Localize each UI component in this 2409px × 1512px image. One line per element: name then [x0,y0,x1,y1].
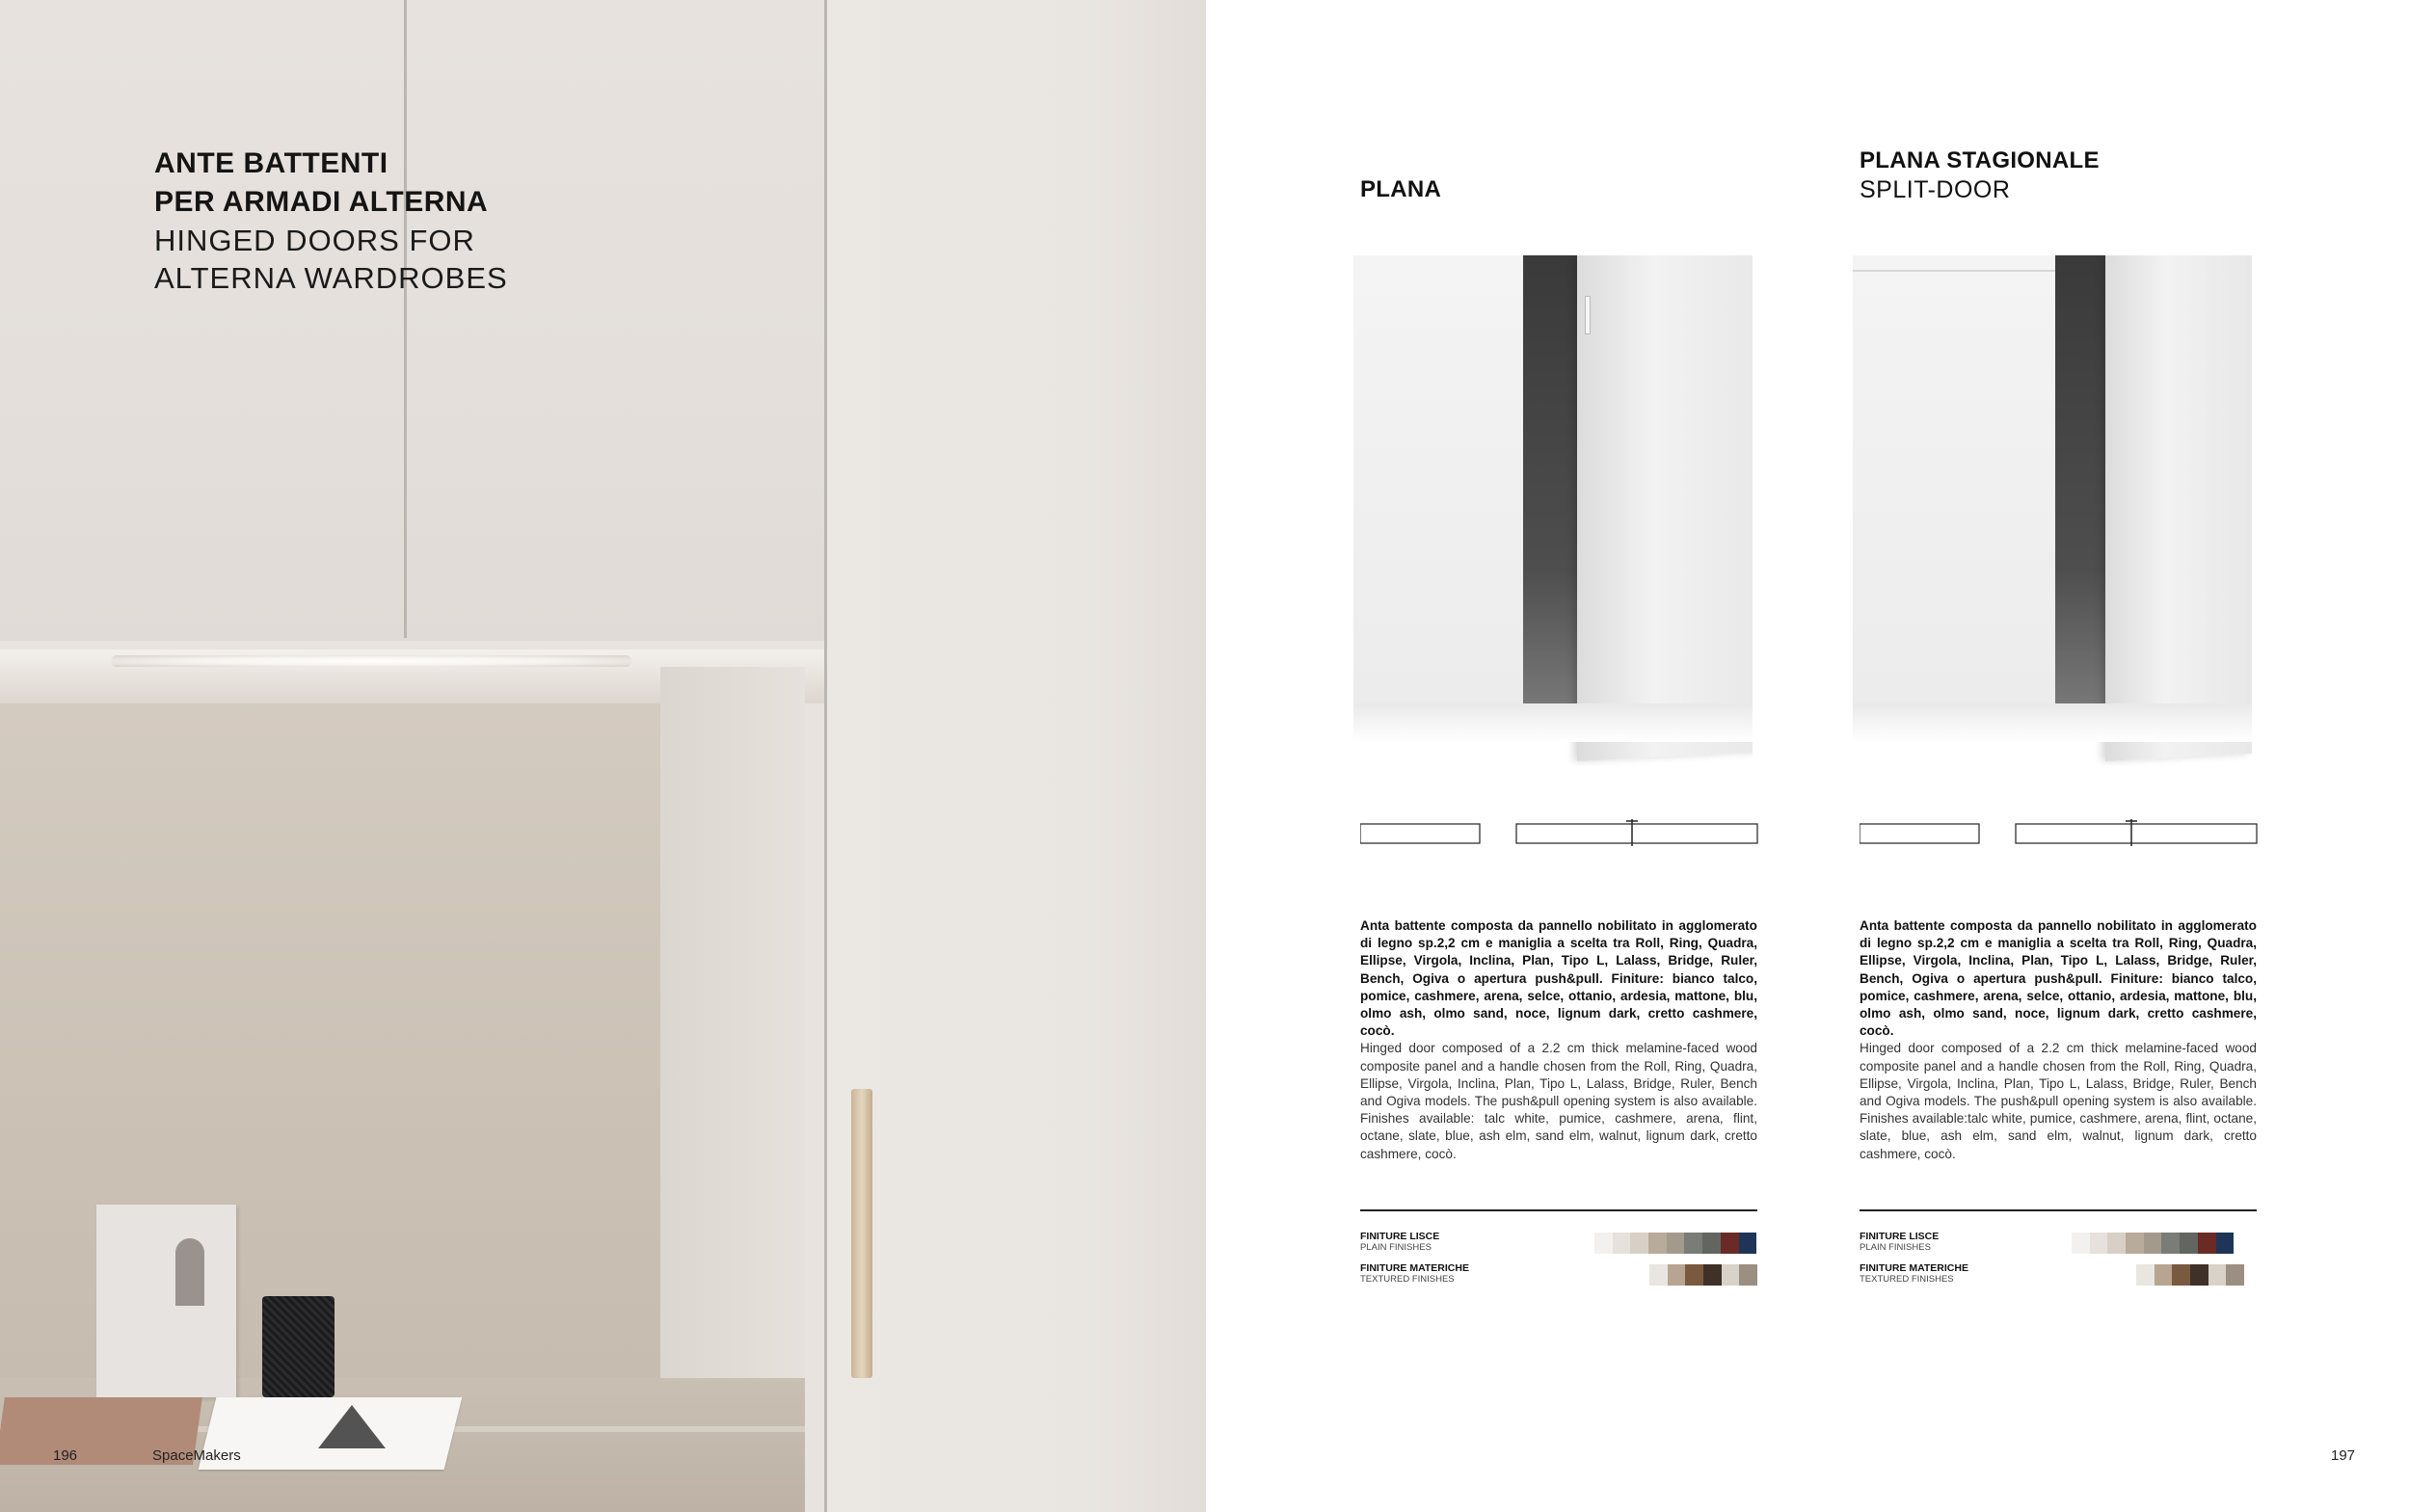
finish-swatch [1667,1233,1685,1254]
open-door [1577,255,1753,761]
floor-shadow [1853,703,2252,742]
finish-swatch [1594,1233,1613,1254]
finish-swatch [2072,1233,2090,1254]
wood-handle [851,1089,872,1378]
textured-finishes-en: TEXTURED FINISHES [1360,1274,1455,1285]
plain-finishes-it: FINITURE LISCE [1360,1231,1440,1242]
finish-swatch [1648,1233,1667,1254]
finish-swatch [2090,1233,2108,1254]
finish-swatch [1684,1233,1702,1254]
textured-finishes-label [1860,1262,1968,1286]
title-en-line2: ALTERNA WARDROBES [154,261,508,295]
finish-swatch [2190,1264,2208,1286]
finish-swatch [2144,1233,2162,1254]
door-seam [824,0,827,1512]
page-number-left: 196 [53,1447,78,1464]
upper-cabinet-doors [0,0,829,641]
finish-swatch [1685,1264,1703,1286]
plain-finishes-en: PLAIN FINISHES [1860,1242,1931,1253]
pen-cup [262,1296,335,1397]
description-it: Anta battente composta da pannello nobilitato in agglomerato di legno sp.2,2 cm e maniglia a scelta tra Roll, Ring, Quadra, Ellipse, Virgola, Inclina, Plan, Tipo L, Lalass, Bridge, Ruler, Bench, Ogiva o apertura push&pull. Finiture: bianco talco, pomice, cashmere, arena, selce, ottanio, ardesia, mattone, blu, olmo ash, olmo sand, noce, lignum dark, cretto cashmere, cocò. [1360,918,1757,1039]
led-light-strip [111,655,631,667]
finish-swatch [1613,1233,1631,1254]
product-subtitle: SPLIT-DOOR [1860,176,2011,203]
title-it-line2: PER ARMADI ALTERNA [154,186,489,218]
divider [1360,1209,1757,1211]
finish-swatch [1702,1233,1721,1254]
textured-swatches [1649,1264,1757,1286]
description-en: Hinged door composed of a 2.2 cm thick melamine-faced wood composite panel and a handle chosen from the Roll, Ring, Quadra, Ellipse, Virgola, Inclina, Plan, Tipo L, Lalass, Bridge, Ruler, Bench and Ogiva models. The push&pull opening system is also available. Finishes available:talc white, pumice, cashmere, arena, flint, octane, slate, blue, ash elm, sand elm, walnut, lignum dark, cretto cashmere, cocò. [1860,1041,2257,1161]
textured-finishes-it: FINITURE MATERICHE [1860,1262,1968,1274]
product-image [1853,255,2252,766]
decor-object [96,1205,236,1397]
finish-swatch [1739,1233,1757,1254]
finish-swatch [1721,1233,1739,1254]
plain-finishes-label [1360,1231,1439,1254]
door-handle [1585,296,1591,334]
finish-swatch [2126,1233,2144,1254]
page-number-right: 197 [2331,1447,2356,1464]
door-seam [404,0,407,638]
product-image [1353,255,1753,766]
textured-finishes-en: TEXTURED FINISHES [1860,1274,1954,1285]
finish-swatch [2161,1233,2180,1254]
plain-finishes-en: PLAIN FINISHES [1360,1242,1432,1253]
decor-object-arch [175,1238,204,1306]
tall-wardrobe-door [824,0,1206,1512]
finish-swatch [2180,1233,2198,1254]
finish-swatch [1703,1264,1722,1286]
finish-swatch [1739,1264,1757,1286]
finish-swatch [1630,1233,1648,1254]
finish-swatch [2208,1264,2227,1286]
description-en: Hinged door composed of a 2.2 cm thick melamine-faced wood composite panel and a handle chosen from the Roll, Ring, Quadra, Ellipse, Virgola, Inclina, Plan, Tipo L, Lalass, Bridge, Ruler, Bench and Ogiva models. The push&pull opening system is also available. Finishes available: talc white, pumice, cashmere, arena, flint, octane, slate, blue, ash elm, sand elm, walnut, lignum dark, cretto cashmere, cocò. [1360,1041,1757,1161]
description-it: Anta battente composta da pannello nobilitato in agglomerato di legno sp.2,2 cm e maniglia a scelta tra Roll, Ring, Quadra, Ellipse, Virgola, Inclina, Plan, Tipo L, Lalass, Bridge, Ruler, Bench, Ogiva o apertura push&pull. Finiture: bianco talco, pomice, cashmere, arena, selce, ottanio, ardesia, mattone, blu, olmo ash, olmo sand, noce, lignum dark, cretto cashmere, cocò. [1860,918,2257,1039]
plain-swatches [1594,1233,1756,1254]
floor-shadow [1353,703,1753,742]
brand-name: SpaceMakers [152,1447,241,1464]
title-en-line1: HINGED DOORS FOR [154,224,475,257]
finish-swatch [1668,1264,1686,1286]
finish-swatch [2107,1233,2126,1254]
finish-swatch [2136,1264,2155,1286]
plain-finishes-label [1860,1231,1939,1254]
finish-swatch [2198,1233,2216,1254]
product-description [1360,917,1757,1163]
product-description [1860,917,2257,1163]
page-title [154,145,508,297]
divider [1860,1209,2257,1211]
textured-swatches [2136,1264,2244,1286]
plain-finishes-it: FINITURE LISCE [1860,1231,1940,1242]
finish-swatch [2216,1233,2235,1254]
product-title: PLANA STAGIONALE [1860,147,2100,173]
section-drawing [1860,819,2260,848]
textured-finishes-label [1360,1262,1469,1286]
finish-swatch [2226,1264,2244,1286]
open-door [2105,255,2252,761]
finish-swatch [2172,1264,2190,1286]
finish-swatch [1649,1264,1668,1286]
finish-swatch [1722,1264,1740,1286]
section-drawing [1360,819,1760,848]
title-it-line1: ANTE BATTENTI [154,147,388,179]
textured-finishes-it: FINITURE MATERICHE [1360,1262,1469,1274]
set-square [318,1405,386,1448]
finish-swatch [2155,1264,2173,1286]
product-title: PLANA [1360,176,1442,202]
plain-swatches [2072,1233,2234,1254]
